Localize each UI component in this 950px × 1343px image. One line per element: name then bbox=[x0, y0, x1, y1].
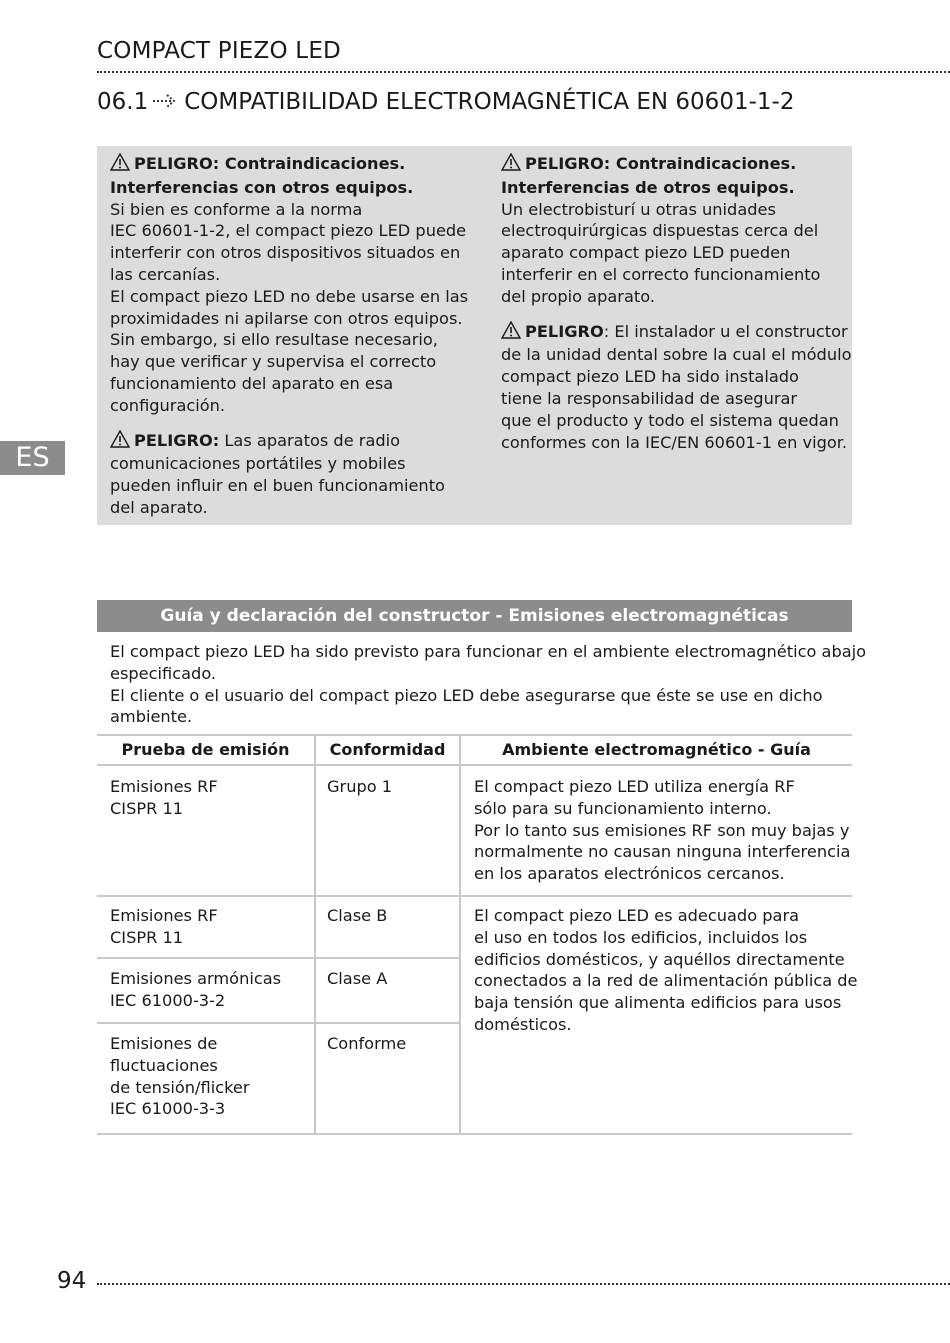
warning-column-right bbox=[501, 153, 852, 466]
warning-text-line: aparato compact piezo LED pueden bbox=[501, 243, 791, 263]
warning-text-line: interferir con otros dispositivos situados en bbox=[110, 243, 461, 263]
table-cell-conformity: Grupo 1 bbox=[327, 777, 393, 796]
warning-text-line: Las aparatos de radio bbox=[219, 430, 401, 450]
warning-text-line: electroquirúrgicas dispuestas cerca del bbox=[501, 221, 819, 241]
warning-text-line: Sin embargo, si ello resultase necesario, bbox=[110, 330, 438, 350]
section-number: 06.1 bbox=[97, 89, 149, 115]
warning-triangle-icon bbox=[110, 430, 130, 454]
table-rule bbox=[97, 895, 852, 897]
warning-block bbox=[501, 153, 846, 308]
warning-column-left bbox=[110, 153, 469, 532]
table-cell-conformity: Clase A bbox=[327, 969, 388, 988]
warning-text-line: pueden influir en el buen funcionamiento bbox=[110, 476, 445, 496]
table-rule bbox=[97, 764, 852, 766]
column-header-test: Prueba de emisión bbox=[121, 740, 290, 759]
intro-line: El cliente o el usuario del compact piezo LED debe asegurarse que éste se use en dicho bbox=[110, 685, 823, 705]
warning-label: PELIGRO: Contraindicaciones. bbox=[134, 154, 406, 173]
warning-text-line: hay que verificar y supervisa el correcto bbox=[110, 352, 437, 372]
warning-text-line: compact piezo LED ha sido instalado bbox=[501, 367, 799, 387]
table-title: Guía y declaración del constructor - Emisiones electromagnéticas bbox=[97, 600, 852, 632]
table-rule bbox=[97, 1133, 852, 1135]
warning-text-line: del propio aparato. bbox=[501, 286, 655, 306]
footer-dotted-rule bbox=[97, 1283, 950, 1285]
warning-subtitle: Interferencias de otros equipos. bbox=[501, 177, 795, 197]
table-rule bbox=[97, 1022, 460, 1024]
language-tab: ES bbox=[0, 441, 65, 475]
table-intro bbox=[110, 641, 867, 728]
warning-box bbox=[97, 146, 852, 525]
warning-text-line: funcionamiento del aparato en esa bbox=[110, 373, 394, 393]
table-cell-guidance: El compact piezo LED utiliza energía RF sólo para su funcionamiento interno. Por lo tanto sus emisiones RF son muy bajas y normalmente no causan ninguna interferencia en los aparatos electrónicos cercanos. bbox=[474, 777, 851, 884]
warning-text-line: Si bien es conforme a la norma bbox=[110, 199, 363, 219]
section-heading: COMPATIBILIDAD ELECTROMAGNÉTICA EN 60601-1-2 bbox=[184, 89, 795, 115]
table-rule bbox=[97, 734, 852, 736]
warning-label: PELIGRO: Contraindicaciones. bbox=[525, 154, 797, 173]
warning-text-line: El compact piezo LED no debe usarse en las bbox=[110, 286, 469, 306]
warning-block bbox=[501, 321, 852, 454]
table-rule bbox=[97, 957, 460, 959]
table-cell-guidance: El compact piezo LED es adecuado para el uso en todos los edificios, incluidos los edificios domésticos, y aquéllos directamente conectados a la red de alimentación pública de baja tensión que alimenta edificios para usos domésticos. bbox=[474, 906, 858, 1034]
emissions-table bbox=[97, 734, 858, 1136]
intro-line: El compact piezo LED ha sido previsto para funcionar en el ambiente electromagnético abajo bbox=[110, 642, 867, 661]
warning-block bbox=[110, 430, 460, 519]
warning-text-line: del aparato. bbox=[110, 497, 208, 517]
table-cell-test: Emisiones RF CISPR 11 bbox=[110, 777, 218, 818]
header-dotted-rule bbox=[97, 71, 950, 73]
intro-line: especificado. bbox=[110, 663, 217, 683]
column-header-conformity: Conformidad bbox=[329, 740, 446, 759]
table-cell-test: Emisiones de fluctuaciones de tensión/flicker IEC 61000-3-3 bbox=[110, 1034, 250, 1119]
warning-text-line: que el producto y todo el sistema quedan bbox=[501, 410, 839, 430]
warning-text-line: de la unidad dental sobre la cual el módulo bbox=[501, 345, 852, 365]
table-column-rule bbox=[314, 734, 316, 1135]
section-title bbox=[97, 89, 794, 116]
warning-text-line: IEC 60601-1-2, el compact piezo LED puede bbox=[110, 221, 467, 241]
intro-line: ambiente. bbox=[110, 707, 193, 727]
warning-block bbox=[110, 153, 469, 417]
warning-triangle-icon bbox=[501, 153, 521, 177]
warning-triangle-icon bbox=[110, 153, 130, 177]
dotted-arrow-icon bbox=[152, 90, 178, 116]
warning-text-line: comunicaciones portátiles y mobiles bbox=[110, 454, 406, 474]
warning-label: PELIGRO bbox=[525, 321, 604, 341]
page-number: 94 bbox=[57, 1268, 87, 1294]
table-cell-conformity: Conforme bbox=[327, 1034, 407, 1053]
warning-text-line: tiene la responsabilidad de asegurar bbox=[501, 388, 798, 408]
warning-subtitle: Interferencias con otros equipos. bbox=[110, 177, 414, 197]
warning-text-line: : El instalador u el constructor bbox=[603, 321, 848, 341]
column-header-guidance: Ambiente electromagnético - Guía bbox=[502, 740, 811, 759]
warning-text-line: las cercanías. bbox=[110, 264, 221, 284]
header-title: COMPACT PIEZO LED bbox=[97, 38, 341, 64]
warning-text-line: interferir en el correcto funcionamiento bbox=[501, 264, 821, 284]
table-cell-test: Emisiones RF CISPR 11 bbox=[110, 906, 218, 947]
warning-text-line: configuración. bbox=[110, 395, 226, 415]
warning-text-line: proximidades ni apilarse con otros equipos. bbox=[110, 308, 463, 328]
table-cell-test: Emisiones armónicas IEC 61000-3-2 bbox=[110, 969, 282, 1010]
table-cell-conformity: Clase B bbox=[327, 906, 388, 925]
warning-triangle-icon bbox=[501, 321, 521, 345]
table-column-rule bbox=[459, 734, 461, 1135]
warning-text-line: Un electrobisturí u otras unidades bbox=[501, 199, 776, 219]
warning-text-line: conformes con la IEC/EN 60601-1 en vigor. bbox=[501, 432, 848, 452]
warning-label: PELIGRO: bbox=[134, 430, 220, 450]
